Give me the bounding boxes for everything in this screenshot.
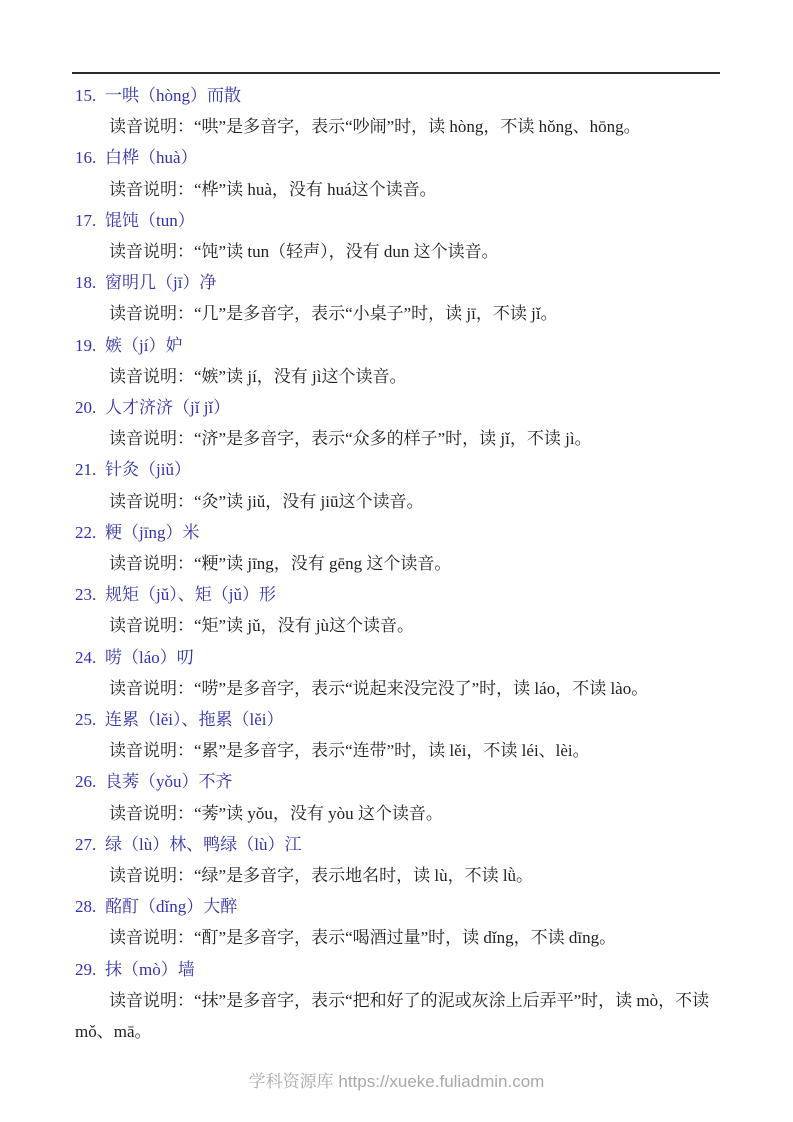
item-number: 15. xyxy=(75,86,97,105)
item-explanation: 读音说明：“灸”读 jiǔ，没有 jiū这个读音。 xyxy=(109,491,424,511)
item-title: 粳（jīng）米 xyxy=(105,522,200,542)
page-footer: 学科资源库 https://xueke.fuliadmin.com xyxy=(248,1072,545,1091)
item-heading xyxy=(75,205,721,236)
item-number: 21. xyxy=(75,460,97,480)
item-title: 一哄（hòng）而散 xyxy=(105,86,241,105)
list-item xyxy=(75,954,721,1048)
item-title: 人才济济（jǐ jǐ） xyxy=(105,398,231,418)
item-explanation: 读音说明：“饨”读 tun（轻声），没有 dun 这个读音。 xyxy=(109,242,499,262)
list-item xyxy=(75,704,721,766)
item-number: 17. xyxy=(75,210,97,230)
item-heading xyxy=(75,142,721,173)
list-item xyxy=(75,330,721,392)
item-explanation: 读音说明：“几”是多音字，表示“小桌子”时，读 jī，不读 jǐ。 xyxy=(109,304,558,324)
item-number: 28. xyxy=(75,897,97,917)
item-heading xyxy=(75,829,721,860)
item-explanation: 读音说明：“累”是多音字，表示“连带”时，读 lěi，不读 léi、lèi。 xyxy=(109,741,590,761)
item-explanation: 读音说明：“嫉”读 jí，没有 jì这个读音。 xyxy=(109,366,407,386)
list-item xyxy=(75,392,721,454)
item-title: 白桦（huà） xyxy=(105,148,198,168)
list-item xyxy=(75,829,721,891)
item-number: 22. xyxy=(75,522,97,542)
list-item xyxy=(75,142,721,204)
list-item xyxy=(75,205,721,267)
item-number: 24. xyxy=(75,647,97,667)
item-number: 19. xyxy=(75,335,97,355)
list-item xyxy=(75,517,721,579)
item-explanation: 读音说明：“济”是多音字，表示“众多的样子”时，读 jǐ，不读 jì。 xyxy=(109,429,592,449)
item-number: 16. xyxy=(75,148,97,168)
item-title: 连累（lěi）、拖累（lěi） xyxy=(105,710,284,730)
item-explanation: 读音说明：“莠”读 yǒu，没有 yòu 这个读音。 xyxy=(109,803,443,823)
item-explanation: 读音说明：“粳”读 jīng，没有 gēng 这个读音。 xyxy=(109,554,452,574)
item-title: 酩酊（dǐng）大醉 xyxy=(105,897,238,917)
item-explanation: 读音说明：“酊”是多音字，表示“喝酒过量”时，读 dǐng，不读 dīng。 xyxy=(109,928,617,948)
item-heading xyxy=(75,330,721,361)
item-title: 抹（mò）墙 xyxy=(105,959,195,979)
item-title: 规矩（jǔ）、矩（jǔ）形 xyxy=(105,585,276,605)
item-title: 窗明几（jī）净 xyxy=(105,273,217,293)
list-item xyxy=(75,267,721,329)
list-item xyxy=(75,642,721,704)
item-explanation: 读音说明：“绿”是多音字，表示地名时，读 lù，不读 lǜ。 xyxy=(109,866,534,886)
item-number: 18. xyxy=(75,273,97,293)
item-heading xyxy=(75,704,721,735)
item-explanation: 读音说明：“桦”读 huà，没有 huá这个读音。 xyxy=(109,179,437,199)
item-heading xyxy=(75,766,721,797)
item-number: 29. xyxy=(75,959,97,979)
item-title: 良莠（yǒu）不齐 xyxy=(105,772,233,792)
item-explanation: 读音说明：“抹”是多音字，表示“把和好了的泥或灰涂上后弄平”时，读 mò，不读 mǒ、mā。 xyxy=(75,990,710,1042)
item-number: 23. xyxy=(75,585,97,605)
item-title: 馄饨（tun） xyxy=(105,210,195,230)
item-explanation: 读音说明：“唠”是多音字，表示“说起来没完没了”时，读 láo，不读 lào。 xyxy=(109,678,649,698)
item-heading xyxy=(75,642,721,673)
list-item xyxy=(75,766,721,828)
item-title: 唠（láo）叨 xyxy=(105,647,194,667)
item-heading xyxy=(75,80,721,111)
item-heading xyxy=(75,454,721,485)
item-title: 绿（lù）林、鸭绿（lù）江 xyxy=(105,834,302,854)
item-heading xyxy=(75,267,721,298)
item-title: 嫉（jí）妒 xyxy=(105,335,183,355)
list-item xyxy=(75,891,721,953)
item-explanation: 读音说明：“哄”是多音字，表示“吵闹”时，读 hòng，不读 hǒng、hōng。 xyxy=(109,117,641,137)
list-item xyxy=(75,454,721,516)
item-number: 25. xyxy=(75,710,97,730)
item-explanation: 读音说明：“矩”读 jǔ，没有 jù这个读音。 xyxy=(109,616,415,636)
item-number: 26. xyxy=(75,772,97,792)
item-heading xyxy=(75,954,721,985)
item-heading xyxy=(75,579,721,610)
item-heading xyxy=(75,517,721,548)
header-rule xyxy=(72,72,720,74)
item-number: 27. xyxy=(75,834,97,854)
item-heading xyxy=(75,891,721,922)
item-title: 针灸（jiǔ） xyxy=(105,460,191,480)
list-item xyxy=(75,579,721,641)
list-item xyxy=(75,80,721,142)
pronunciation-list xyxy=(75,80,721,1047)
item-heading xyxy=(75,392,721,423)
item-number: 20. xyxy=(75,398,97,418)
